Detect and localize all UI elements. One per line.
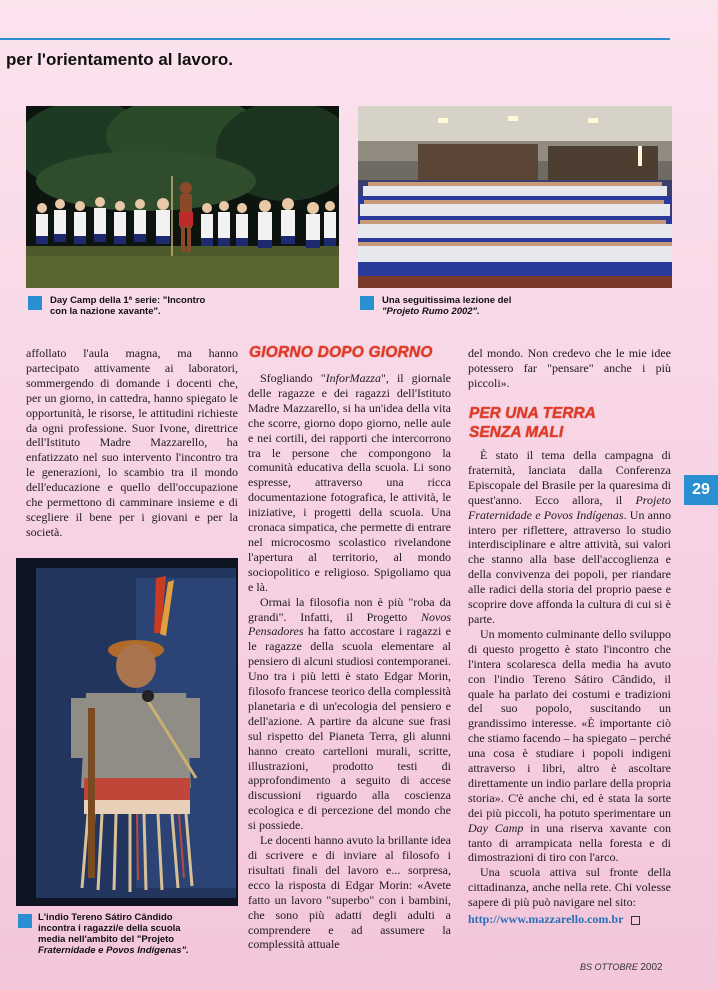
paragraph: È stato il tema della campagna di fraternità, lanciata dalla Conferenza Episcopale del Brasile per la quaresima di quest'anno. Ecco allora, il Projeto Fraternidade e Povos Indígenas. Un anno intero per riflettere, attraverso lo studio interdisciplinare e altre attività, sui valori che stanno alla base dell'accoglienza e della convivenza dei popoli, per riandare alle radici della storia del proprio paese e scoprire dove affonda la cultura di cui si è parte. [468,448,671,626]
end-mark-icon [631,916,640,925]
header-rule [0,38,670,40]
paragraph: Ormai la filosofia non è più "roba da grandi". Infatti, il Progetto Novos Pensadores ha fatto accostare i ragazzi e le ragazze della scuola elementare al pensiero di alcuni studiosi contemporanei. Uno tra i più letti è stato Edgar Morin, filosofo francese teorico della complessità planetaria e di un'ecologia del pensiero e dell'azione. A partire da alcune sue frasi sul rispetto del Pianeta Terra, gli alunni hanno creato cartelloni murali, scritte, illustrazioni, prodotto testi di approfondimento a seguito di accese discussioni riguardo alla coscienza ecologica e di percezione del mondo che si possiede. [248,594,451,833]
column-3-text [468,448,671,927]
section-heading-terra: PER UNA TERRA SENZA MALI [469,405,596,441]
column-1-text [26,346,238,540]
photo-day-camp [26,106,339,288]
photo-caption-lecture: Una seguitissima lezione del "Projeto Rumo 2002". [382,295,512,317]
photo-caption-day-camp: Day Camp della 1ª serie: "Incontro con la nazione xavante". [50,295,206,317]
photo-lecture-hall [358,106,672,288]
paragraph: del mondo. Non credevo che le mie idee potessero far "pensare" anche i più piccoli». [468,346,671,390]
page-header: per l'orientamento al lavoro. [6,50,233,69]
caption-marker [18,914,32,928]
photo-indio-tereno [16,558,238,906]
section-heading-giorno: GIORNO DOPO GIORNO [249,344,433,361]
page-footer: BS OTTOBRE 2002 [580,962,663,973]
paragraph: Sfogliando "InforMazza", il giornale delle ragazze e dei ragazzi dell'Istituto Madre Mazzarello, si ha un'idea della vita che scorre, giorno dopo giorno, nelle aule e nei cortili, dei rapporti che intercorrono tra le persone che compongono la comunità educativa della scuola. Li sono espresse, attraverso una ricca documentazione fotografica, le attività, le iniziative, i progetti della scuola. Una cronaca simpatica, che permette di entrare nel microcosmo scolastico rivelandone l'apertura al territorio, al mondo sociopolitico e religioso. Spigoliamo qua e là. [248,371,452,594]
column-3-top-text [468,346,671,391]
caption-marker [360,296,374,310]
paragraph: affollato l'aula magna, ma hanno partecipato attivamente ai laboratori, sommergendo di domande i docenti che, per un giorno, in cattedra, hanno spiegato le opportunità, le risorse, le attitudini richieste da ogni professione. Suor Ivone, direttrice dell'Istituto Madre Mazzarello, ha enfatizzato nel suo intervento l'incontro tra le generazioni, lo scambio tra il mondo dell'educazione e quello dell'occupazione che permettono di camminare insieme e di scegliere il bene per i giovani e per la società. [26,346,238,539]
paragraph: Una scuola attiva sul fronte della cittadinanza, anche nella rete. Chi volesse sapere di più può navigare nel sito: [468,865,671,910]
link-line [468,912,671,927]
column-2-text [248,371,451,952]
website-link[interactable]: http://www.mazzarello.com.br [468,912,624,927]
paragraph: Un momento culminante dello sviluppo di questo progetto è stato l'incontro che l'intera scolaresca della media ha avuto con l'indio Tereno Sátiro Cândido, il quale ha parlato dei costumi e tradizioni del suo popolo, suscitando un grandissimo interesse. «È importante ciò che stiamo facendo – ha spiegato – perché una cosa è studiare i popoli indigeni attraverso i libri, altro è ascoltare direttamente un indio parlare della propria storia». C'è anche chi, ed è stata la sorte dei più piccoli, ha potuto sperimentare un Day Camp in una riserva xavante con tanto di arrampicata nella foresta e di dimostrazioni di tiro con l'arco. [468,626,671,865]
page-number-tab: 29 [684,475,718,505]
caption-marker [28,296,42,310]
paragraph: Le docenti hanno avuto la brillante idea di scrivere e di inviare al filosofo i risultati finali del lavoro e... sorpresa, ecco la risposta di Edgar Morin: «Avete fatto un lavoro "superbo" con i bambini, che sono più adatti degli adulti a comprendere e ad assumere la complessità attuale [248,833,451,952]
photo-caption-indio: L'indio Tereno Sátiro Cândido incontra i ragazzi/e della scuola media nell'ambito del "Projeto Fraternidade e Povos Indígenas". [38,912,189,956]
